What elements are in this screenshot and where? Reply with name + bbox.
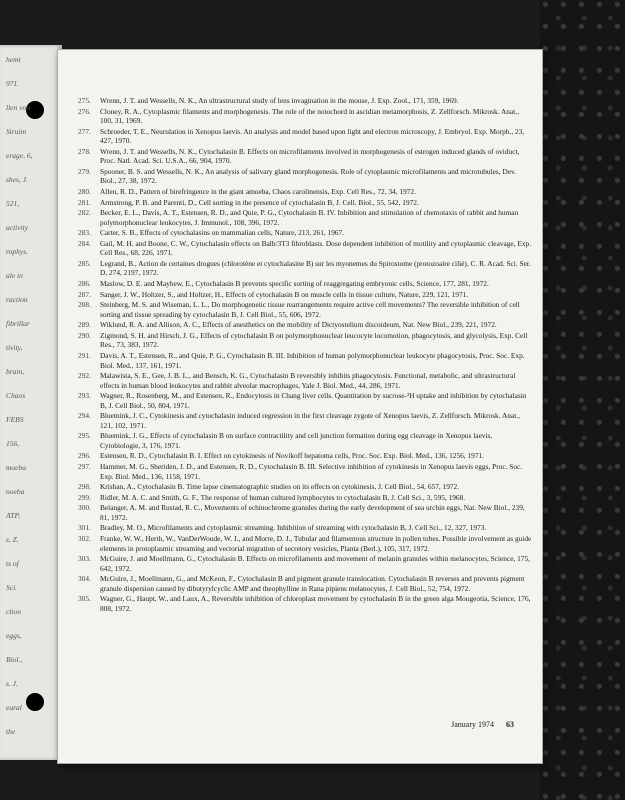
reference-number: 294.: [78, 411, 91, 421]
reference-item: [78, 371, 533, 390]
reference-item: [78, 208, 533, 227]
reference-item: [78, 187, 533, 197]
reference-number: 301.: [78, 523, 91, 533]
binder-hole-bottom: [26, 693, 44, 711]
footer-date: January 1974: [451, 720, 494, 729]
left-page-fragment: eural: [6, 703, 22, 712]
reference-item: [78, 391, 533, 410]
reference-item: [78, 331, 533, 350]
left-page-fragment: rophys.: [6, 247, 29, 256]
reference-text: Bluemink, J. C., Cytokinesis and cytochalasin induced regression in the first cleavage zygote of Xenopus laevis, Z. Zellforsch. Mikrosk. Anat., 121, 102, 1971.: [100, 411, 520, 430]
reference-text: Krishan, A., Cytochalasin B. Time lapse cinematographic studies on its effects on cytokinesis, J. Cell Biol., 54, 657, 1972.: [100, 482, 460, 492]
reference-text: Zigmond, S. H. and Hirsch, J. G., Effects of cytochalasin B on polymorphonuclear leucocyte locomotion, phagocytosis, and glycolysis, Exp. Cell Res., 73, 383, 1972.: [100, 330, 528, 350]
reference-item: [78, 96, 533, 106]
left-page-fragment: the: [6, 727, 16, 736]
reference-item: [78, 462, 533, 481]
reference-number: 287.: [78, 289, 91, 299]
reference-item: [78, 351, 533, 370]
left-page-fragment: FEBS: [6, 415, 24, 424]
left-page-fragment: moeba: [6, 463, 26, 472]
reference-number: 300.: [78, 503, 91, 513]
page-number: 63: [506, 720, 514, 729]
left-page-fragment: Biol.,: [6, 655, 23, 664]
reference-item: [78, 482, 533, 492]
reference-number: 286.: [78, 279, 91, 289]
reference-number: 276.: [78, 106, 91, 116]
reference-text: Estensen, R. D., Cytochalasin B. I. Effect on cytokinesis of Novikoff hepatoma cells, Proc. Soc. Exp. Biol. Med., 136, 1256, 1971.: [100, 451, 484, 461]
reference-text: Sanger, J. W., Holtzer, S., and Holtzer, H., Effects of cytochalasin B on muscle cells in tissue culture, Nature, 229, 121, 1971.: [100, 289, 469, 299]
reference-text: Wagner, R., Rosenberg, M., and Estensen, R., Endocytosis in Chang liver cells. Quantitation by sucrose-³H uptake and inhibition by cytochalasin B, J. Cell Biol., 50, 804, 1971.: [100, 391, 527, 410]
left-page-fragment: Sci.: [6, 583, 18, 592]
left-page-fragment: ction: [6, 607, 21, 616]
reference-text: Wagner, G., Haupt, W., and Laux, A., Reversible inhibition of chloroplast movement by cytochalasin B in the green alga Mougeotia, Science, 176, 808, 1972.: [100, 594, 531, 613]
reference-text: Steinberg, M. S. and Wiseman, L. L., Do morphogenetic tissue rearrangements require active cell movements? The reversible inhibition of cell sorting and tissue spreading by cytochalasin B, J. Cell Biol., 55, 606, 1972.: [100, 300, 520, 319]
reference-text: Wrenn, J. T. and Wessells, N. K., Cytochalasin B. Effects on microfilaments involved in morphogenesis of estrogen induced glands of oviduct, Proc. Natl. Acad. Sci. U.S.A., 66, 904, 1970.: [100, 146, 520, 166]
reference-number: 302.: [78, 534, 91, 544]
reference-number: 299.: [78, 492, 91, 502]
reference-item: [78, 107, 533, 126]
reference-number: 292.: [78, 371, 91, 381]
reference-text: Belanger, A. M. and Rustad, R. C., Movements of echinochrome granules during the early development of sea urchin eggs, Nat. New Biol., 239, 81, 1972.: [100, 503, 525, 522]
reference-text: Armstrong, P. B. and Parenti, D., Cell sorting in the presence of cytochalasin B, J. Cell. Biol., 55, 542, 1972.: [100, 197, 419, 207]
reference-number: 297.: [78, 462, 91, 472]
reference-text: Hammer, M. G., Sheriden, J. D., and Estensen, R. D., Cytochalasin B. III. Selective inhibition of cytokinesis in Xenopus laevis eggs, Proc. Soc. Exp. Biol. Med., 136, 1158, 1971.: [100, 462, 523, 481]
reference-item: [78, 594, 533, 613]
reference-item: [78, 503, 533, 522]
reference-item: [78, 147, 533, 166]
reference-number: 293.: [78, 391, 91, 401]
reference-number: 303.: [78, 554, 91, 564]
reference-item: [78, 198, 533, 208]
left-page-fragment: s. J.: [6, 679, 18, 688]
left-page-fragment: ts of: [6, 559, 19, 568]
previous-page-edge: [0, 45, 62, 760]
reference-number: 296.: [78, 451, 91, 461]
reference-text: Bluemink, J. G., Effects of cytochalasin B on surface contractility and cell junction formation during egg cleavage in Xenopus laevis, Cytobiologie, 3, 176, 1971.: [100, 431, 493, 450]
journal-page: [58, 50, 542, 763]
reference-text: Becker, E. L., Davis, A. T., Estensen, R. D., and Quie, P. G., Cytochalasin B. IV. Inhibition and stimulation of chemotaxis of rabbit and human polymorphonuclear leukocytes, J. Immunol., 108, 396, 1972.: [100, 208, 519, 227]
left-page-fragment: 156,: [6, 439, 20, 448]
reference-item: [78, 451, 533, 461]
reference-item: [78, 320, 533, 330]
reference-number: 278.: [78, 146, 91, 156]
reference-text: Allen, R. D., Pattern of birefringence in the giant amoeba, Chaos carolinensis, Exp. Cell Res., 72, 34, 1972.: [100, 186, 416, 196]
left-page-fragment: 971.: [6, 79, 20, 88]
reference-text: Ridler, M. A. C. and Smith, G. F., The response of human cultured lymphocytes to cytochalasin B, J. Cell Sci., 3, 595, 1968.: [100, 492, 466, 502]
reference-item: [78, 493, 533, 503]
reference-item: [78, 300, 533, 319]
reference-number: 279.: [78, 166, 91, 176]
reference-number: 290.: [78, 330, 91, 340]
reference-number: 275.: [78, 96, 91, 105]
reference-item: [78, 228, 533, 238]
reference-number: 304.: [78, 574, 91, 584]
left-page-fragment: hemi: [6, 55, 21, 64]
page-footer: [451, 720, 514, 729]
left-page-fragment: ATP,: [6, 511, 20, 520]
reference-number: 280.: [78, 186, 91, 196]
reference-number: 288.: [78, 300, 91, 310]
reference-number: 282.: [78, 208, 91, 218]
reference-item: [78, 259, 533, 278]
reference-number: 295.: [78, 431, 91, 441]
reference-item: [78, 554, 533, 573]
reference-item: [78, 574, 533, 593]
left-page-fragment: tivity,: [6, 343, 23, 352]
reference-text: Legrand, B., Action de certaines drogues (chlorotène et cytochalasine B) sur les myonemes du Spirostome (protozoaire cilié), C. R. Acad. Sci. Ser. D, 274, 2197, 1972.: [100, 258, 531, 278]
reference-text: Davis, A. T., Estensen, R., and Quie, P. G., Cytochalasin B. III. Inhibition of human polymorphonuclear leukocyte phagocytosis, Proc. Soc. Exp. Biol. Med., 137, 161, 1971.: [100, 351, 525, 370]
reference-text: McGuire, J., Moellmann, G., and McKeon, F., Cytochalasin B and pigment granule translocation. Cytochalasin B reverses and prevents pigment granule dispersion caused by dibutyrylcyclic AMP and theophylline in Rana pipiens melanocytes, J. Cell Biol., 52, 754, 1972.: [100, 574, 525, 593]
reference-item: [78, 523, 533, 533]
left-page-fragment: eggs,: [6, 631, 22, 640]
left-page-fragment: 521,: [6, 199, 20, 208]
reference-number: 298.: [78, 482, 91, 492]
reference-number: 285.: [78, 258, 91, 268]
reference-number: 277.: [78, 126, 91, 136]
left-page-fragment: noeba: [6, 487, 25, 496]
left-page-fragment: shes, J.: [6, 175, 28, 184]
left-page-fragment: Chaos: [6, 391, 26, 400]
reference-item: [78, 411, 533, 430]
reference-item: [78, 279, 533, 289]
reference-number: 289.: [78, 320, 91, 330]
left-page-fragment: Struim: [6, 127, 27, 136]
reference-number: 281.: [78, 197, 91, 207]
reference-text: Spooner, B. S. and Wessells, N. K., An analysis of salivary gland morphogenesis. Role of cytoplasmic microfilaments and microtubules, Dev. Biol., 27, 38, 1972.: [100, 166, 517, 186]
reference-text: Cloney, R. A., Cytoplasmic filaments and morphogenesis. The role of the notochord in ascidian metamorphosis, Z. Zellforsch. Mikrosk. Anat., 100, 31, 1969.: [100, 106, 519, 126]
reference-text: Franke, W. W., Herth, W., VanDerWoude, W. J., and Morre, D. J., Tubular and filamentous structure in pollen tubes. Possible involvement as guide elements in protoplasmic streaming and vectorial migration of secretory vesicles, Planta (Berl.), 105, 317, 1972.: [100, 534, 532, 553]
reference-text: Schroeder, T. E., Neurulation in Xenopus laevis. An analysis and model based upon light and electron microscopy, J. Embryol. Exp. Morph., 23, 427, 1970.: [100, 126, 525, 146]
reference-text: Wiklund, R. A. and Allison, A. C., Effects of anesthetics on the mobility of Dictyostelium discoideum, Nat. New Biol., 239, 221, 1972.: [100, 320, 497, 330]
reference-text: Carter, S. B., Effects of cytochalasins on mammalian cells, Nature, 213, 261, 1967.: [100, 228, 345, 238]
reference-list: [78, 96, 533, 614]
left-page-fragment: ale in: [6, 271, 23, 280]
reference-text: Wrenn, J. T. and Wessells, N. K., An ultrastructural study of lens invagination in the mouse, J. Exp. Zool., 171, 359, 1969.: [100, 96, 459, 105]
reference-number: 291.: [78, 351, 91, 360]
left-page-fragment: activity: [6, 223, 29, 232]
reference-item: [78, 167, 533, 186]
reference-text: Bradley, M. O., Microfilaments and cytoplasmic streaming. Inhibition of streaming with cytochalasin B, J. Cell Sci., 12, 327, 1973.: [100, 523, 487, 533]
reference-text: Malawista, S. E., Gee, J. B. L., and Bensch, K. G., Cytochalasin B reversibly inhibits phagocytosis. Functional, metabolic, and ultrastructural effects in human blood leukocytes and rabbit alveolar macrophages, Yale J. Biol. Med., 44, 286, 1971.: [100, 371, 516, 390]
reference-item: [78, 127, 533, 146]
reference-number: 305.: [78, 594, 91, 604]
reference-number: 284.: [78, 238, 91, 248]
reference-item: [78, 239, 533, 258]
reference-text: McGuire, J. and Moellmann, G., Cytochalasin B. Effects on microfilaments and movement of melanin granules within melanocytes, Science, 175, 642, 1972.: [100, 554, 530, 573]
left-page-fragment: erage, 6,: [6, 151, 33, 160]
left-page-fragment: s, Z.: [6, 535, 19, 544]
left-page-fragment: fibrillar: [6, 319, 30, 328]
reference-number: 283.: [78, 228, 91, 238]
dark-background-right: [540, 0, 625, 800]
left-page-fragment: raction: [6, 295, 28, 304]
left-page-fragment: brain,: [6, 367, 25, 376]
reference-item: [78, 431, 533, 450]
reference-item: [78, 290, 533, 300]
reference-text: Gail, M. H. and Boone, C. W., Cytochalasin effects on Balb/3T3 fibroblasts. Dose dependent inhibition of motility and cytoplasmic cleavage, Exp. Cell Res., 68, 226, 1971.: [100, 238, 532, 258]
reference-item: [78, 534, 533, 553]
reference-text: Maslow, D. E. and Mayhew, E., Cytochalasin B prevents specific sorting of reaggregating embryonic cells, Science, 177, 281, 1972.: [100, 279, 489, 289]
left-page-fragment: llen von: [6, 103, 30, 112]
